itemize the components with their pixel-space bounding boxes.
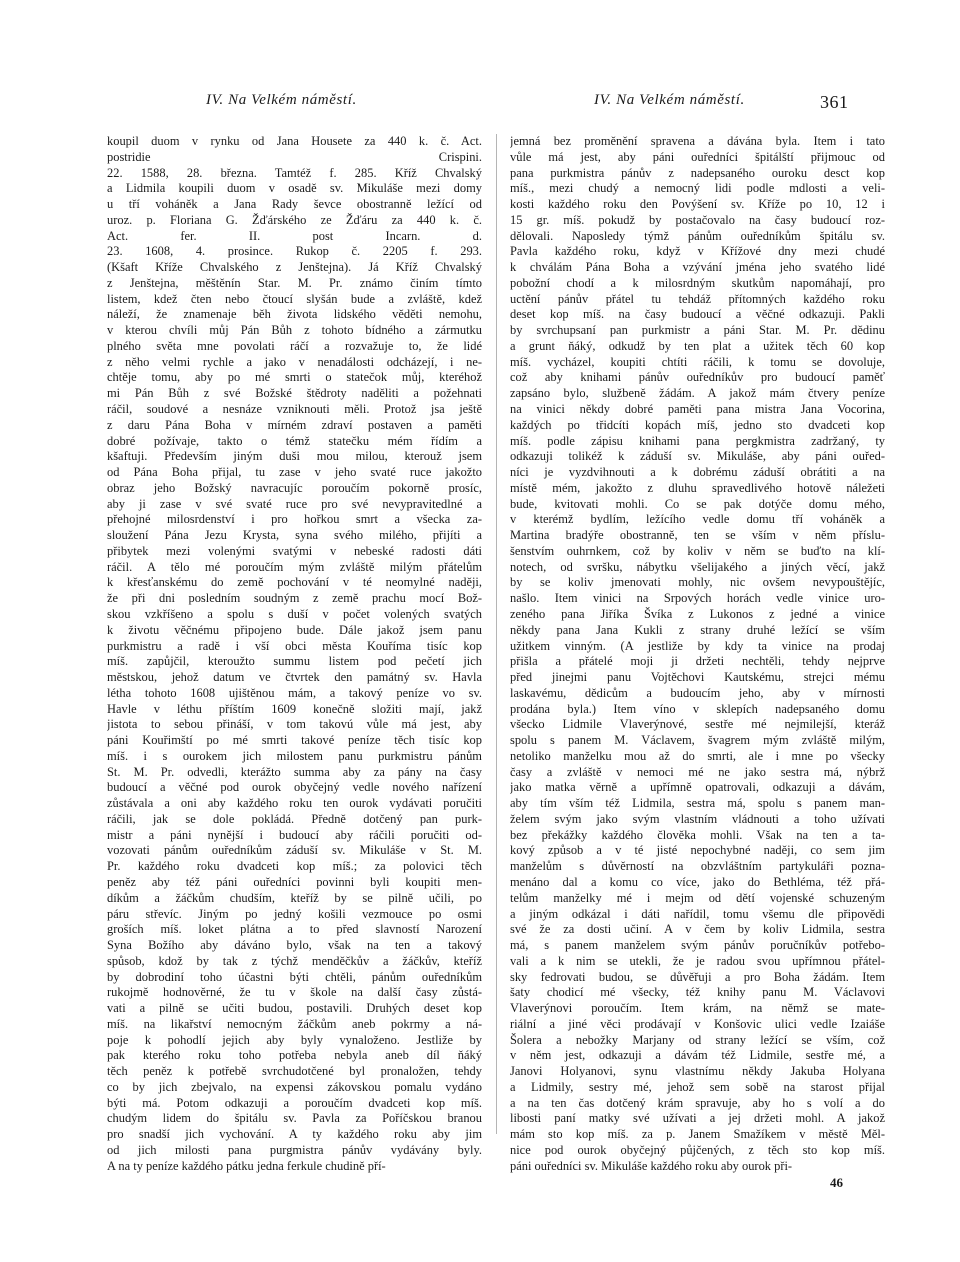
text-line: na vinici někdy dobré paměti pana mistra Jana Vocorina, xyxy=(510,402,885,417)
text-line: netoliko manželku mou až do smrti, ale i mne po všecky xyxy=(510,748,885,763)
text-line: aby ji zase v své svaté ruce pro své nevypravitedlné a xyxy=(107,496,482,511)
text-line: prodána byla.) Item víno v sklepích nadepsaného domu xyxy=(510,701,885,716)
text-line: pobožní chodí a k milosrdným skutkům napomáhají, pro xyxy=(510,275,885,290)
text-line: každých po třidcíti kopách míš, jedno sto dvadceti kop xyxy=(510,417,885,432)
text-line: jako matka věrně a upřímně opatrovali, odkazuji a dávám, xyxy=(510,780,885,795)
text-line: menáno dal a komu co více, jako do Bethléma, též přá- xyxy=(510,874,885,889)
text-line: ráčil. A tělo mé poroučím mým zvláště milým přátelům xyxy=(107,559,482,574)
text-line: 22. 1588, 28. března. Tamtéž f. 285. Kříž Chvalský xyxy=(107,165,482,180)
text-line: (Kšaft Kříže Chvalského z Jenštejna). Já Kříž Chvalský xyxy=(107,260,482,275)
text-line: bez překážky každého člověka mohli. Však na ten a ta- xyxy=(510,827,885,842)
text-line: v něm jest, odkazuji a dávám též Lidmile, sestře mé, a xyxy=(510,1048,885,1063)
text-line: chtěje tomu, aby po mé smrti o statečok můj, kteréhož xyxy=(107,370,482,385)
text-line: Janovi Holyanovi, synu vlastnímu někdy Jakuba Holyana xyxy=(510,1064,885,1079)
text-line: páru střevíc. Jiným po jedný košili vezmouce po osmi xyxy=(107,906,482,921)
text-line: míš., mezi chudý a nemocný lidi podle mdlosti a veli- xyxy=(510,181,885,196)
column-divider xyxy=(496,134,497,1134)
text-line: a Lidmily, sestry mé, jehož sem sobě na starost přijal xyxy=(510,1079,885,1094)
text-line: kový způsob a v té jisté nepochybné naději, co sem jim xyxy=(510,843,885,858)
text-line: míš. vycházel, koupiti chtíti ráčili, k tomu se dovoluje, xyxy=(510,354,885,369)
text-line: by dobrodiní toho účastni býti chtěli, pánům ouředníkům xyxy=(107,969,482,984)
text-line: užitkem vinným. (A jestliže by kdy ta vinice na prodaj xyxy=(510,638,885,653)
text-line: budoucí a věčné pod ourok obyčejný vedle nového nařízení xyxy=(107,780,482,795)
text-line: městskou, jehož datum ve čtvrtek den památný sv. Havla xyxy=(107,670,482,685)
text-line: sky fedrovati budou, se důvěřuji a pro Boha žádám. Item xyxy=(510,969,885,984)
text-line: těch peněz k potřebě svrchudotčené byl pronaložen, tehdy xyxy=(107,1064,482,1079)
text-line: u tří voháněk a Jana Rady ševce obostranně ležící od xyxy=(107,197,482,212)
page-number: 361 xyxy=(820,92,849,112)
text-line: k chválám Pána Boha a vzývání jména jeho svatého lidé xyxy=(510,260,885,275)
text-line: spolu s panem M. Václavem, švagrem mým zvláště milým, xyxy=(510,733,885,748)
text-line: purkmistru a radě i vší obci města Kouříma tisíc kop xyxy=(107,638,482,653)
text-line: Havle v léthu příštím 1609 konečně složiti mají, jakž xyxy=(107,701,482,716)
text-line: z něho velmi rychle a jako v nenadálosti odcházejí, i ne- xyxy=(107,354,482,369)
text-line: kšaftuji. Především jiným duši mou milou, kterouž jsem xyxy=(107,449,482,464)
text-line: co by jich zbejvalo, na expensi zákovskou pomalu vydáno xyxy=(107,1079,482,1094)
text-line: místě mém, jakožto z dluhu spravedlivého hotově náležeti xyxy=(510,480,885,495)
text-line: všecko Lidmile Vlaverýnové, sestře mé nejmilejší, kteráž xyxy=(510,717,885,732)
text-line: želem svým jako svým vlastním vládnouti a toho užívati xyxy=(510,811,885,826)
text-line: ráčil, soudové a nesnáze vzniknouti měli. Protož jsa ještě xyxy=(107,402,482,417)
text-line: našlo. Item vinici na Srpových horách vedle vinice uro- xyxy=(510,591,885,606)
text-line: uroz. p. Floriana G. Žďárského ze Žďáru za 440 k. č. xyxy=(107,212,482,227)
text-line: A na ty peníze každého pátku jedna ferkule chudině pří- xyxy=(107,1158,386,1173)
text-line: od Pána Boha přijal, tu zase v jeho svaté ruce jakožto xyxy=(107,465,482,480)
text-line: zeného pana Jiříka Švíka z Lukonos z jedné a vinice xyxy=(510,606,885,621)
text-line: k životu věčnému připojeno bude. Dále jakož jsem panu xyxy=(107,622,482,637)
text-line: díkům a žáčkům chudším, kteříž by se pilně učili, po xyxy=(107,890,482,905)
text-line: někdy pana Jana Kukli z strany druhé ležící se vším xyxy=(510,622,885,637)
text-line: v kterou chvíli můj Pán Bůh z tohoto bídného a zármutku xyxy=(107,323,482,338)
text-line: v kterémž bydlím, ležícího vedle domu tří voháněk a xyxy=(510,512,885,527)
text-line: plného světa mne povolati ráčí a rozvažuje to, že lidé xyxy=(107,338,482,353)
text-line: míš. zapůjčil, kteroužto summu listem pod pečetí jich xyxy=(107,654,482,669)
text-line: což aby knihami pánův ouředníkův pro budoucí paměť xyxy=(510,370,885,385)
text-line: pro snadší jich vychování. A ty každého roku aby jim xyxy=(107,1127,482,1142)
text-line: mám sto kop míš. za p. Janem Smažíkem v městě Měl- xyxy=(510,1127,885,1142)
text-line: k křesťanskému do země pochování v té neomylné naději, xyxy=(107,575,482,590)
text-line: býti má. Potom odkazuji a poroučím dvadceti kop míš. xyxy=(107,1095,482,1110)
text-line: peněz aby též páni ouředníci povinni byli koupiti men- xyxy=(107,874,482,889)
text-line: poje k pohodlí jejich aby byly vynaloženo. Jestliže by xyxy=(107,1032,482,1047)
text-line: před jinejmi panu Vojtěchovi Kautskému, strejci mému xyxy=(510,670,885,685)
text-line: přibytek mezi volenými svatými v nebeské radosti dáti xyxy=(107,543,482,558)
text-line: vůle má jest, aby páni ouředníci špitálští přijmouc od xyxy=(510,149,885,164)
text-line: páni ouředníci sv. Mikuláše každého roku aby ourok při- xyxy=(510,1158,793,1173)
text-line: telům manželky mé i mejm od dětí vojenské schuzeným xyxy=(510,890,885,905)
text-line: že při dni posledním soudným z země prachu mocí Bož- xyxy=(107,591,482,606)
text-line: rukojmě hodnověrné, že tu v škole na další časy zůstá- xyxy=(107,985,482,1000)
text-line: by se koliv jmenovati mohly, nic ovšem nevypouštějíc, xyxy=(510,575,885,590)
text-line: zapsáno bylo, službeně žádám. A jakož mám čtvery peníze xyxy=(510,386,885,401)
text-line: přehojné milosrdenství i pro hořkou smrt a všecka za- xyxy=(107,512,482,527)
text-line: Pr. každého roku dvadceti kop míš.; za polovici těch xyxy=(107,859,482,874)
text-line: Martina bradýře obostranně, ten se vším v něm příslu- xyxy=(510,528,885,543)
text-line: libosti paní matky své užívati a jej držeti mohl. A jakož xyxy=(510,1111,885,1126)
text-line: šaty chodicí mé všecky, též knihy panu M. Václavovi xyxy=(510,985,885,1000)
left-text-column xyxy=(107,134,482,1175)
text-line: deset kop míš. na časy budoucí a věčné odkazuji. Pakli xyxy=(510,307,885,322)
text-line: přišla a přátelé moji ji držeti nechtěli, tehdy nejprve xyxy=(510,654,885,669)
text-line: Act. fer. II. post Incarn. d. xyxy=(107,228,482,243)
text-line: uctění pánův přátel tu tehdáž přítomných každého roku xyxy=(510,291,885,306)
text-line: riální a jiné věci prodávají v Konšovic ulici vedle Izaiáše xyxy=(510,1016,885,1031)
text-line: pak kterého roku toho potřeba nebyla aneb díl ňáký xyxy=(107,1048,482,1063)
text-line: spůsob, kdož by tak z týchž menděčkův a žáčkův, kteříž xyxy=(107,953,482,968)
text-line: páni Kouřimští po mé smrti takové peníze těch tisíc kop xyxy=(107,733,482,748)
text-line: listem, kdež čten nebo čtoucí slyšán bude a zvláště, kdež xyxy=(107,291,482,306)
text-line: náleží, že znamenaje běh života lidského věděti nemohu, xyxy=(107,307,482,322)
running-head-left: IV. Na Velkém náměstí. xyxy=(206,92,357,108)
text-line: vali a k nim se utekli, že je radou svou upřímnou přátel- xyxy=(510,953,885,968)
text-line: by svrchupsaní pan purkmistr a páni Star. M. Pr. dědinu xyxy=(510,323,885,338)
text-line: své že za dosti učiní. A v čem by koliv Lidmila, sestra xyxy=(510,922,885,937)
text-line: má, s panem manželem svým pánův poručníkův potřebo- xyxy=(510,938,885,953)
text-line: manželům s důvěrností na obzvláštním partykuláři pozna- xyxy=(510,859,885,874)
text-line: vati a pilně se učiti budou, postavili. Druhých deset kop xyxy=(107,1001,482,1016)
text-line: nice pod ourok obyčejný půjčených, z těch sto kop míš. xyxy=(510,1143,885,1157)
text-line: níci je vyzdvihnouti a k dobrému záduší obrátiti a na xyxy=(510,465,885,480)
text-line: a jiným odkázal i dáti nařídil, tomu všemu dle připovědi xyxy=(510,906,885,921)
text-line: notech, od svršku, nábytku všelijakého a jiných věcí, jakž xyxy=(510,559,885,574)
text-line: míš. na likařství nemocným žáčkům aneb pokrmy a ná- xyxy=(107,1016,482,1031)
text-line: z Jenštejna, měštěnín Star. M. Pr. známo činím tímto xyxy=(107,275,482,290)
text-line: od jich milosti pana purgmistra pánův vydávány byly. xyxy=(107,1143,482,1157)
text-line: St. M. Pr. odvedli, kterážto summa aby za pány na časy xyxy=(107,764,482,779)
text-line: z daru Pána Boha v mírném zdraví postaven a paměti xyxy=(107,417,482,432)
text-line: Syna Božího aby dáváno bylo, však na ten a takový xyxy=(107,938,482,953)
text-line: obraz jeho Božský navracujíc poroučím pokorně prosíc, xyxy=(107,480,482,495)
text-line: létha tohoto 1608 ujištěnou mám, a takový peníze vo sv. xyxy=(107,685,482,700)
text-line: skou vzkříšeno a spolu s duší v počet volených svatých xyxy=(107,606,482,621)
text-line: 15 gr. míš. pokudž by postačovalo na časy budoucí roz- xyxy=(510,212,885,227)
text-line: Vlaverýnovi poroučím. Item krám, na němž se mate- xyxy=(510,1001,885,1016)
text-line: koupil duom v rynku od Jana Housete za 440 k. č. Act. xyxy=(107,134,482,148)
text-line: dobré požívaje, takto o témž statečku mém řídím a xyxy=(107,433,482,448)
text-line: Pavla každého roku, když v Křížové dny mezi chudé xyxy=(510,244,885,259)
signature-mark: 46 xyxy=(830,1175,843,1190)
text-line: kosti každého roku den Povýšení sv. Kříže po 10, 12 i xyxy=(510,197,885,212)
text-line: míš. i s ourokem jich milostem panu purkmistru pánům xyxy=(107,748,482,763)
text-line: laskavému, dědicům a budoucím jeho, aby v mírnosti xyxy=(510,685,885,700)
text-line: chudým lidem do špitálu sv. Pavla za Poříčskou branou xyxy=(107,1111,482,1126)
text-line: aby tím vším též Lidmila, sestra má, spolu s panem man- xyxy=(510,796,885,811)
text-line: sloužení Pána Jezu Krysta, syna svého milého, přijíti a xyxy=(107,528,482,543)
text-line: a na ten čas dotčený krám spravuje, aby ho s volí a do xyxy=(510,1095,885,1110)
text-line: a Lidmila koupili duom v osadě sv. Mikuláše mezi domy xyxy=(107,181,482,196)
text-line: dělovali. Naposledy týmž pánům ouředníkům špitálu sv. xyxy=(510,228,885,243)
text-line: bude, kvitovati mohli. Co se pak dotýče domu mého, xyxy=(510,496,885,511)
text-line: pana purkmistra pánův z nadepsaného ouroku desct kop xyxy=(510,165,885,180)
running-head-right: IV. Na Velkém náměstí. xyxy=(594,92,745,108)
text-line: odkazuji tolikéž k záduší sv. Mikuláše, aby páni ouřed- xyxy=(510,449,885,464)
text-line: a grunt ňáký, odkudž by ten plat a užitek těch 60 kop xyxy=(510,338,885,353)
text-line: groších míš. loket plátna a to před slavností Narození xyxy=(107,922,482,937)
text-line: jistota to sebou přináší, v tom takovú vůle má jest, aby xyxy=(107,717,482,732)
text-line: postridie Crispini. xyxy=(107,149,482,164)
text-line: časy a zvláště v nemoci mé ne jako sestra má, nýbrž xyxy=(510,764,885,779)
text-line: Šolera a nebožky Marjany od strany ležící se vším, což xyxy=(510,1032,885,1047)
text-line: jemná bez proměnění spravena a dávána byla. Item i tato xyxy=(510,134,885,148)
text-line: 23. 1608, 4. prosince. Rukop č. 2205 f. 293. xyxy=(107,244,482,259)
text-line: zůstávala a oni aby každého roku ten ourok vydávati poručiti xyxy=(107,796,482,811)
right-text-column xyxy=(510,134,885,1175)
text-line: vozovati pánům ouředníkům záduší sv. Mikuláše v St. M. xyxy=(107,843,482,858)
text-line: ráčili, jak se dole pokládá. Předně dotčený pan purk- xyxy=(107,811,482,826)
text-line: míš. podle zápisu knihami pana pergkmistra zadržaný, ty xyxy=(510,433,885,448)
text-line: šenstvím ouhrnkem, což by koliv v něm se buďto na klí- xyxy=(510,543,885,558)
text-line: mi Pán Bůh z své Božské štědroty naděliti a požehnati xyxy=(107,386,482,401)
text-line: mistr a páni nynější i budoucí aby ráčili poručiti od- xyxy=(107,827,482,842)
